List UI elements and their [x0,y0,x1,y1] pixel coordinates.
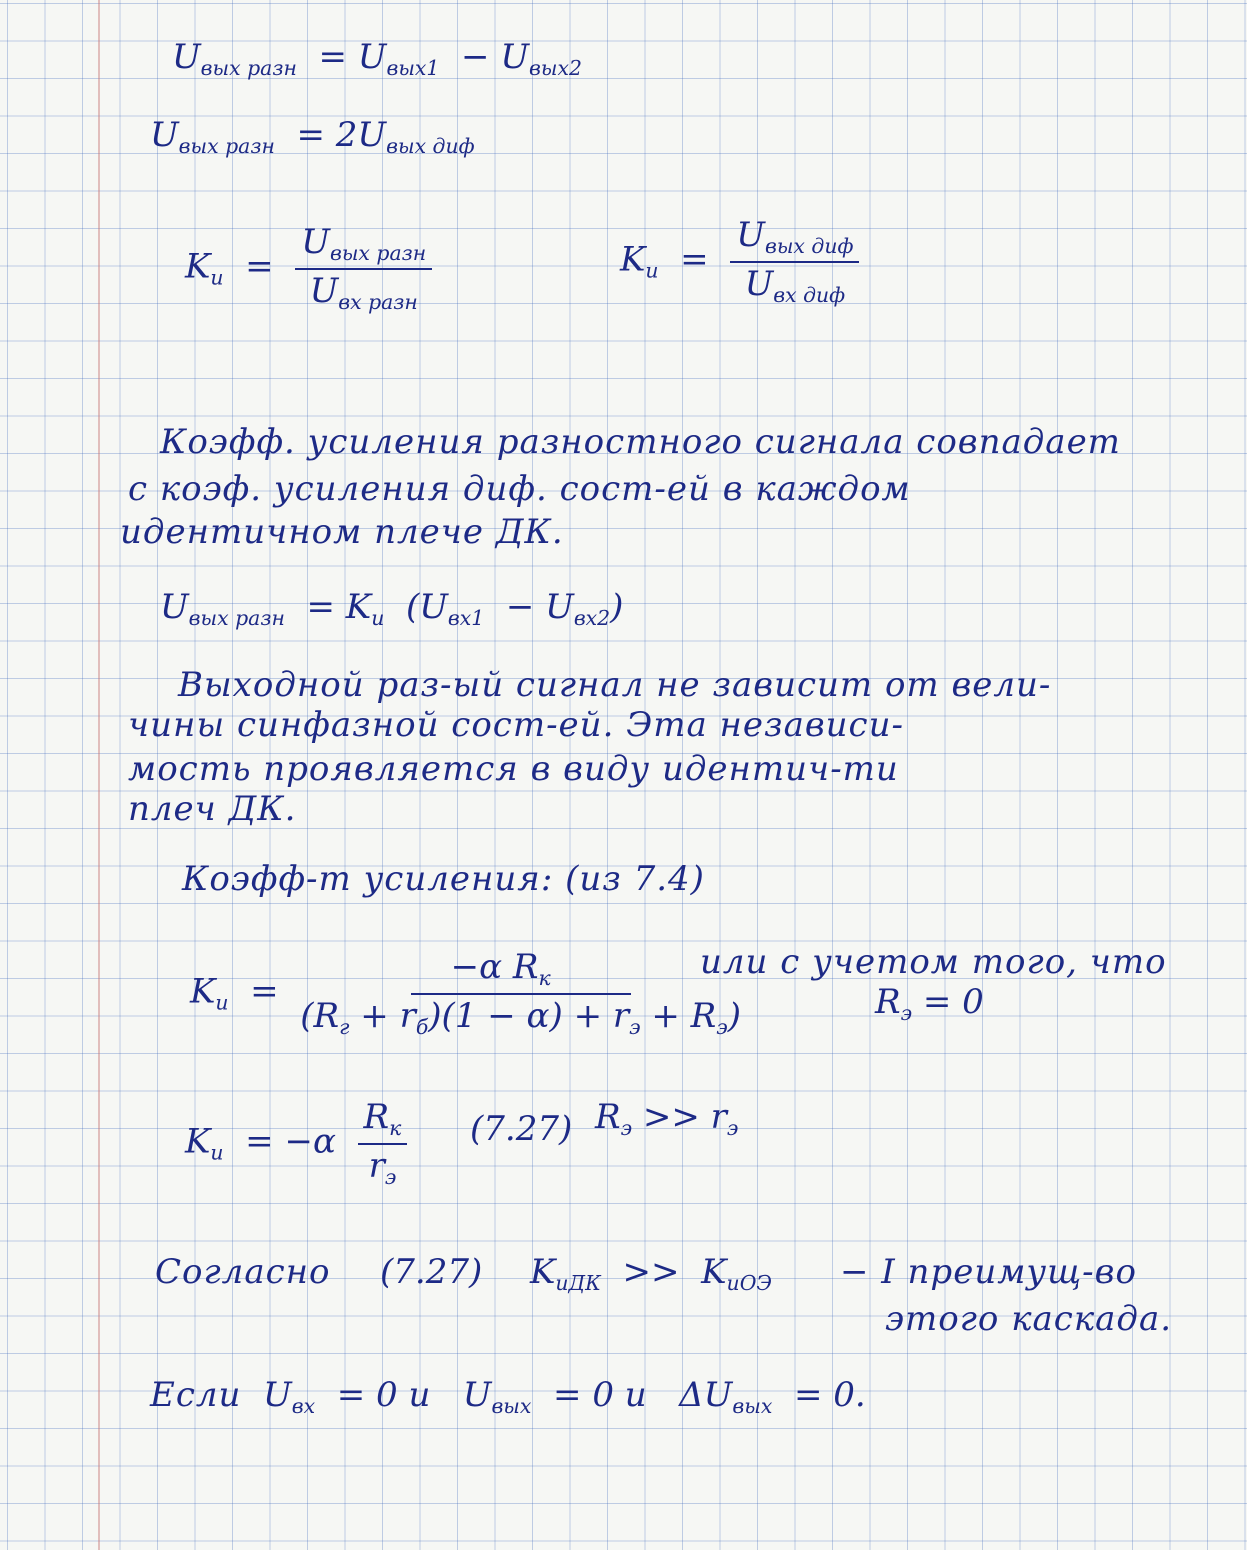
equation-gain-diff [185,222,432,314]
eq7-cond-sub2: э [726,1116,739,1141]
para3-line: Коэфф-т усиления: (из 7.4) [182,859,705,899]
eq5-gain: = K [306,587,372,627]
eq6-cond-symbol: R [875,982,901,1022]
eq6-cond-sub: э [900,1001,913,1026]
eq8-a-sub2: ДК [568,1271,601,1296]
eq9-u2-sub: вых [491,1394,532,1419]
eq9-v3: = 0. [793,1375,866,1415]
eq6-den-s4: э [716,1014,728,1039]
eq8-b: K [701,1252,727,1292]
eq9-u2: U [462,1375,492,1415]
para1-line2: с коэф. усиления диф. сост-ей в каждом [128,469,911,509]
eq4-fraction [730,215,859,307]
eq6-note-text: или с учетом того, что [700,942,1167,982]
eq7-equals: = −α [245,1121,336,1162]
equation-diff-output-gain [160,587,624,631]
eq6-den-a: (R [300,995,340,1036]
equation-diff-output-double [150,115,475,159]
eq8-ref: (7.27) [380,1252,483,1292]
eq6-cond-rest: = 0 [912,982,984,1022]
para2-line1: Выходной раз-ый сигнал не зависит от вели- [178,665,1052,705]
eq7-fraction [358,1097,408,1189]
eq3-denominator [310,270,418,313]
eq1-rhs-sub1: вых1 [386,56,440,81]
eq7-condition [595,1097,739,1141]
eq8-tail: − I преимущ-во [840,1252,1137,1292]
eq6-equals: = [250,971,279,1012]
equation-gain-differential [620,215,859,307]
eq5-in1-sub: вх1 [447,606,485,631]
eq5-lhs: U [160,587,189,627]
eq7-cond-sub1: э [620,1116,633,1141]
eq6-lhs-sub: u [215,990,229,1015]
para2-line2: чины синфазной сост-ей. Эта независи- [128,705,904,745]
eq5-in2: − U [505,587,574,627]
eq3-lhs: K [185,246,211,287]
eq7-numerator [358,1097,408,1145]
eq8-word: Согласно [155,1252,331,1292]
eq4-denominator [745,263,846,306]
eq8-comparison [530,1252,773,1296]
eq3-den-symbol: U [309,270,339,311]
eq9-word: Если [150,1375,242,1415]
eq8-b-sub2: ОЭ [739,1271,773,1296]
eq6-den-b: + r [349,995,416,1036]
eq3-fraction [295,222,432,314]
eq4-den-sub: вх диф [773,282,846,307]
eq8-tail2: этого каскада. [885,1299,1173,1339]
eq7-cond-symbol: R [595,1097,621,1137]
eq9-v2: = 0 и [553,1375,647,1415]
eq1-lhs: U [172,37,201,77]
eq9-u3: ΔU [679,1375,733,1415]
eq1-rhs: = U [318,37,387,77]
equation-zero-conditions [150,1375,866,1419]
eq4-equals: = [680,239,709,280]
eq5-in2-sub: вх2 [573,606,611,631]
eq5-lhs-sub: вых разн [188,606,285,631]
eq7-num-sub: к [389,1116,402,1141]
para1-line1: Коэфф. усиления разностного сигнала совпадает [160,422,1121,462]
eq3-num-symbol: U [301,222,330,262]
eq5-gain-sub: u [371,606,385,631]
para2-line4: плеч ДК. [128,789,297,829]
eq4-den-symbol: U [744,263,774,304]
eq6-num-symbol: −α R [450,947,539,987]
eq5-paren-close: ) [610,587,624,627]
eq7-cond-mid: >> r [632,1097,727,1137]
eq8-a: K [530,1252,556,1292]
eq7-lhs-sub: u [210,1140,224,1165]
eq4-numerator [730,215,859,263]
eq8-a-sub1: u [555,1271,569,1296]
eq6-denominator [300,995,741,1038]
eq7-lhs: K [185,1121,211,1162]
eq6-numerator [411,947,631,995]
eq3-equals: = [245,246,274,287]
eq1-lhs-sub: вых разн [200,56,297,81]
eq4-num-sub: вых диф [764,234,854,259]
eq6-den-d: + R [640,995,717,1036]
eq3-lhs-sub: u [210,265,224,290]
eq9-u1: U [263,1375,292,1415]
eq7-den-sub: э [384,1164,397,1189]
eq6-den-s1: г [339,1014,350,1039]
equation-gain-simplified [185,1097,407,1189]
eq3-num-sub: вых разн [329,241,427,266]
eq5-in1: (U [405,587,448,627]
eq8-b-sub1: u [726,1271,740,1296]
eq4-lhs: K [620,239,646,280]
eq7-denominator [369,1145,397,1188]
eq7-den-symbol: r [368,1145,385,1186]
eq6-den-s2: б [415,1014,429,1039]
eq9-v1: = 0 и [336,1375,431,1415]
eq6-note-condition [875,982,984,1026]
eq9-u1-sub: вх [291,1394,316,1419]
eq6-den-c: )(1 − α) + r [428,995,630,1036]
eq6-fraction [300,947,741,1039]
eq1-minus: − U [461,37,529,77]
eq4-lhs-sub: u [645,258,659,283]
eq6-num-sub: к [538,966,551,991]
eq8-op: >> [622,1252,680,1292]
eq7-num-symbol: R [363,1097,390,1137]
eq2-rhs-sub: вых диф [386,134,475,159]
eq7-ref: (7.27) [470,1109,573,1149]
eq6-den-e: ) [727,995,741,1036]
eq6-lhs: K [190,971,216,1012]
eq3-numerator [295,222,432,270]
eq6-den-s3: э [629,1014,641,1039]
eq2-lhs-sub: вых разн [178,134,275,159]
eq4-num-symbol: U [736,215,765,255]
eq2-rhs: = 2U [296,115,387,155]
eq3-den-sub: вх разн [338,289,418,314]
eq2-lhs: U [150,115,179,155]
para1-line3: идентичном плече ДК. [120,512,564,552]
equation-gain-full [190,947,741,1039]
eq1-rhs-sub2: вых2 [528,56,582,81]
equation-diff-output [172,37,582,81]
para2-line3: мость проявляется в виду идентич-ти [128,749,899,789]
eq9-u3-sub: вых [732,1394,773,1419]
